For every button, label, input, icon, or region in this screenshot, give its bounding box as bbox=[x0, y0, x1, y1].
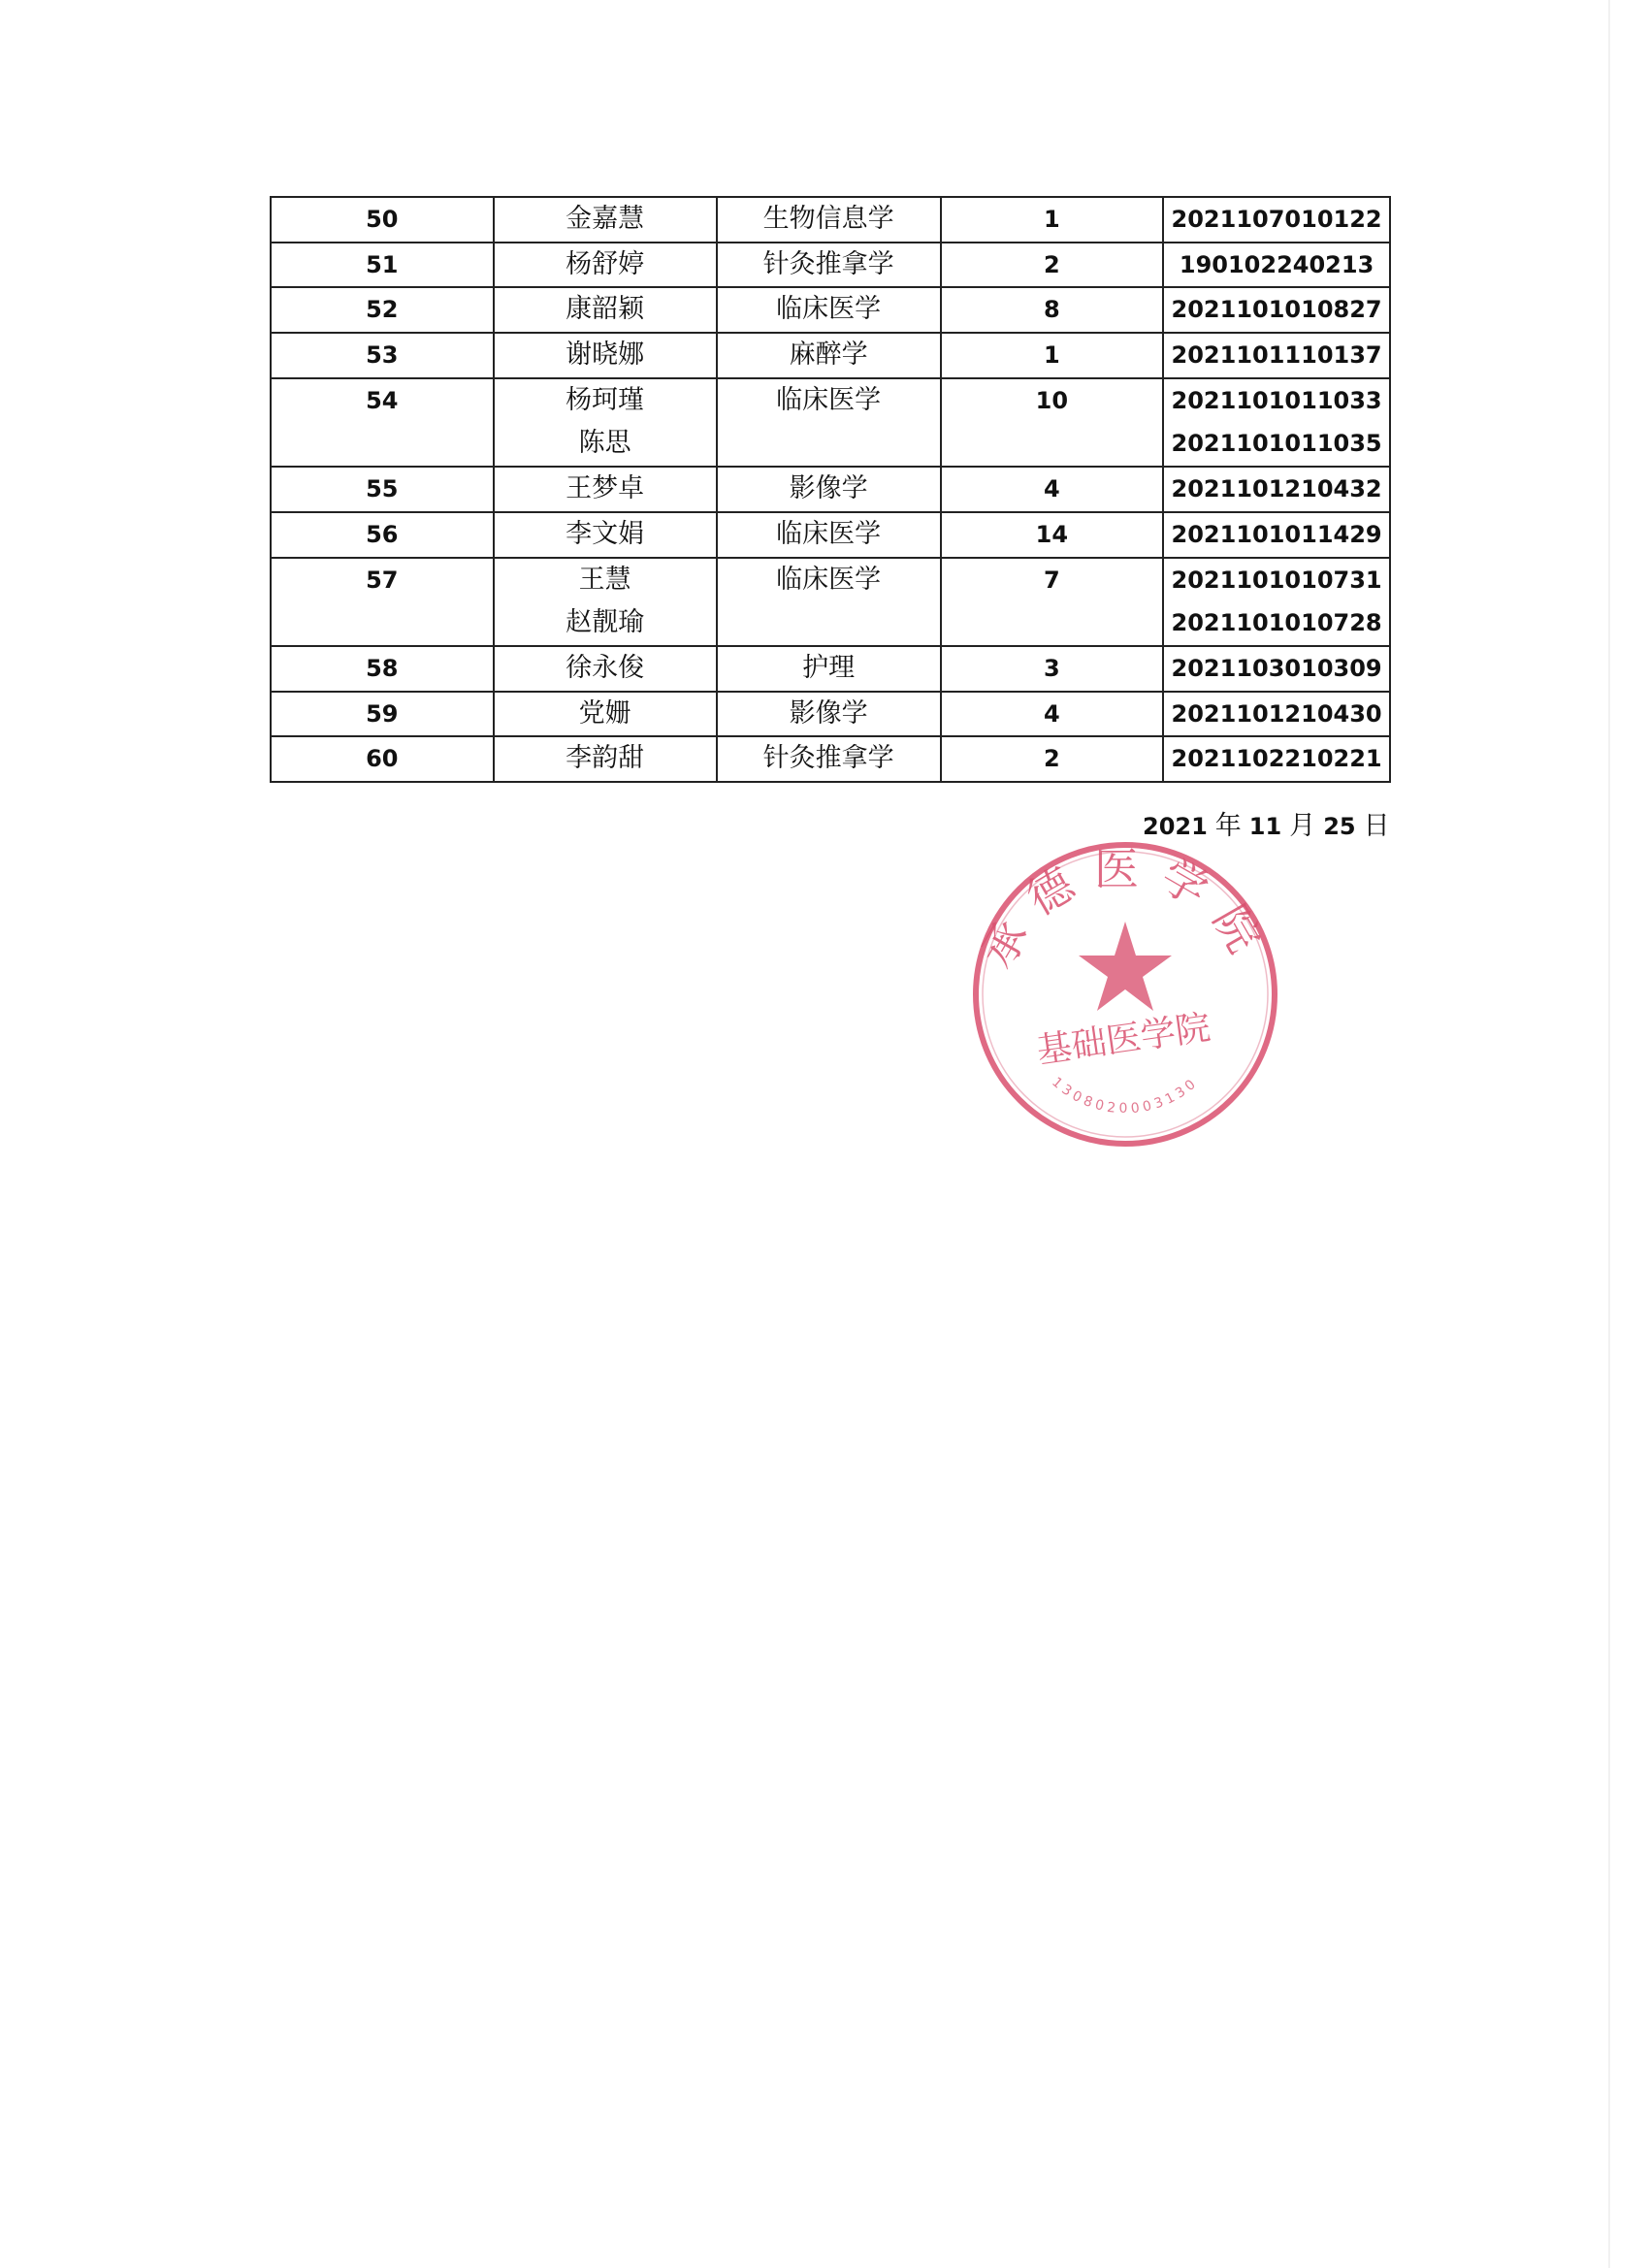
major-cell bbox=[717, 646, 941, 692]
student-id: 2021101010728 bbox=[1171, 609, 1382, 637]
row-number-cell bbox=[271, 646, 494, 692]
row-number: 51 bbox=[366, 250, 399, 278]
date-day: 25 bbox=[1323, 813, 1356, 840]
row-number-cell bbox=[271, 558, 494, 646]
student-id: 2021101011429 bbox=[1171, 520, 1382, 548]
count: 2 bbox=[1044, 250, 1060, 278]
roster-table bbox=[270, 196, 1391, 783]
table-row bbox=[271, 243, 1390, 288]
row-number-cell bbox=[271, 736, 494, 782]
student-name: 王梦卓 bbox=[566, 473, 645, 504]
row-number-cell bbox=[271, 692, 494, 737]
count: 2 bbox=[1044, 745, 1060, 773]
seal-star-icon bbox=[1079, 922, 1172, 1011]
student-id-cell bbox=[1163, 512, 1390, 558]
count: 4 bbox=[1044, 475, 1060, 503]
major: 临床医学 bbox=[776, 518, 882, 549]
count-cell bbox=[941, 512, 1164, 558]
student-id: 2021101210432 bbox=[1171, 475, 1382, 503]
table-row bbox=[271, 512, 1390, 558]
count-cell bbox=[941, 736, 1164, 782]
major: 生物信息学 bbox=[762, 204, 894, 234]
student-id-cell bbox=[1163, 243, 1390, 288]
count-cell bbox=[941, 467, 1164, 512]
count: 14 bbox=[1035, 520, 1069, 548]
major-cell bbox=[717, 512, 941, 558]
student-name: 李韵甜 bbox=[566, 743, 645, 774]
student-name: 陈思 bbox=[578, 428, 631, 459]
student-id: 190102240213 bbox=[1179, 250, 1374, 278]
student-name-cell bbox=[494, 558, 717, 646]
date-day-unit: 日 bbox=[1363, 811, 1390, 841]
major-cell bbox=[717, 333, 941, 378]
table-row bbox=[271, 467, 1390, 512]
student-name-cell bbox=[494, 646, 717, 692]
page-edge bbox=[1608, 0, 1610, 2268]
date-year-unit: 年 bbox=[1214, 811, 1242, 841]
major-cell bbox=[717, 467, 941, 512]
major-cell bbox=[717, 692, 941, 737]
student-id: 2021107010122 bbox=[1171, 206, 1382, 233]
major: 针灸推拿学 bbox=[762, 248, 894, 279]
student-name: 康韶颖 bbox=[566, 294, 645, 325]
row-number-cell bbox=[271, 287, 494, 333]
count: 8 bbox=[1044, 296, 1060, 324]
major: 临床医学 bbox=[776, 294, 882, 325]
major: 麻醉学 bbox=[789, 340, 868, 371]
major-cell bbox=[717, 243, 941, 288]
student-name: 杨珂瑾 bbox=[566, 384, 645, 415]
major-cell bbox=[717, 378, 941, 467]
row-number: 55 bbox=[366, 475, 399, 503]
student-id: 2021101010731 bbox=[1171, 566, 1382, 594]
seal-code: 1308020003130 bbox=[1049, 1074, 1202, 1118]
student-name: 党姗 bbox=[578, 697, 631, 729]
major-cell bbox=[717, 197, 941, 243]
student-name: 王慧 bbox=[578, 564, 631, 595]
student-name-cell bbox=[494, 512, 717, 558]
student-name: 谢晓娜 bbox=[566, 340, 645, 371]
student-id: 2021101110137 bbox=[1171, 341, 1382, 370]
table-row bbox=[271, 287, 1390, 333]
student-name: 金嘉慧 bbox=[566, 204, 645, 234]
student-id-cell bbox=[1163, 467, 1390, 512]
row-number-cell bbox=[271, 197, 494, 243]
student-id-cell bbox=[1163, 287, 1390, 333]
major-cell bbox=[717, 287, 941, 333]
row-number: 60 bbox=[366, 745, 399, 773]
row-number: 58 bbox=[366, 654, 399, 682]
count: 1 bbox=[1044, 206, 1060, 233]
count-cell bbox=[941, 558, 1164, 646]
count-cell bbox=[941, 197, 1164, 243]
major: 临床医学 bbox=[776, 564, 882, 595]
major: 针灸推拿学 bbox=[762, 743, 894, 774]
row-number-cell bbox=[271, 512, 494, 558]
table-row bbox=[271, 692, 1390, 737]
student-name-cell bbox=[494, 378, 717, 467]
date-month-unit: 月 bbox=[1289, 811, 1316, 841]
student-name: 李文娟 bbox=[566, 518, 645, 549]
count: 4 bbox=[1044, 699, 1060, 728]
date-year: 2021 bbox=[1143, 813, 1208, 840]
student-name-cell bbox=[494, 736, 717, 782]
student-id-cell bbox=[1163, 736, 1390, 782]
table-row bbox=[271, 736, 1390, 782]
row-number-cell bbox=[271, 378, 494, 467]
student-id: 2021101011033 bbox=[1171, 386, 1382, 414]
major-cell bbox=[717, 736, 941, 782]
seal-center-text: 基础医学院 bbox=[1034, 1007, 1213, 1072]
student-id-cell bbox=[1163, 558, 1390, 646]
table-row bbox=[271, 646, 1390, 692]
student-id: 2021101011035 bbox=[1171, 430, 1382, 458]
student-name-cell bbox=[494, 287, 717, 333]
row-number-cell bbox=[271, 467, 494, 512]
row-number: 50 bbox=[366, 206, 399, 233]
row-number-cell bbox=[271, 243, 494, 288]
major: 护理 bbox=[802, 652, 856, 683]
major: 临床医学 bbox=[776, 384, 882, 415]
student-id-cell bbox=[1163, 333, 1390, 378]
student-id: 2021101010827 bbox=[1171, 296, 1382, 324]
row-number: 56 bbox=[366, 520, 399, 548]
table-row bbox=[271, 197, 1390, 243]
date-month: 11 bbox=[1248, 813, 1282, 840]
row-number: 59 bbox=[366, 699, 399, 728]
student-name: 杨舒婷 bbox=[566, 248, 645, 279]
student-name-cell bbox=[494, 197, 717, 243]
count-cell bbox=[941, 646, 1164, 692]
row-number: 52 bbox=[366, 296, 399, 324]
count: 7 bbox=[1044, 566, 1060, 594]
count-cell bbox=[941, 243, 1164, 288]
count: 3 bbox=[1044, 654, 1060, 682]
count-cell bbox=[941, 378, 1164, 467]
major: 影像学 bbox=[789, 473, 868, 504]
student-id: 2021103010309 bbox=[1171, 654, 1382, 682]
count-cell bbox=[941, 287, 1164, 333]
table-row bbox=[271, 333, 1390, 378]
table-row bbox=[271, 558, 1390, 646]
official-seal-stamp bbox=[970, 839, 1280, 1150]
student-id-cell bbox=[1163, 692, 1390, 737]
count-cell bbox=[941, 333, 1164, 378]
row-number-cell bbox=[271, 333, 494, 378]
student-name-cell bbox=[494, 243, 717, 288]
seal-arc-text: 承德医学院 bbox=[970, 843, 1280, 977]
major-cell bbox=[717, 558, 941, 646]
row-number: 53 bbox=[366, 341, 399, 370]
student-id-cell bbox=[1163, 197, 1390, 243]
student-name: 赵靓瑜 bbox=[566, 607, 645, 638]
row-number: 57 bbox=[366, 566, 399, 594]
count-cell bbox=[941, 692, 1164, 737]
major: 影像学 bbox=[789, 697, 868, 729]
student-name-cell bbox=[494, 333, 717, 378]
row-number: 54 bbox=[366, 386, 399, 414]
student-id: 2021102210221 bbox=[1171, 745, 1382, 773]
student-id-cell bbox=[1163, 378, 1390, 467]
table-row bbox=[271, 378, 1390, 467]
count: 10 bbox=[1035, 386, 1069, 414]
count: 1 bbox=[1044, 341, 1060, 370]
student-id: 2021101210430 bbox=[1171, 699, 1382, 728]
student-name: 徐永俊 bbox=[566, 652, 645, 683]
student-id-cell bbox=[1163, 646, 1390, 692]
student-name-cell bbox=[494, 467, 717, 512]
student-name-cell bbox=[494, 692, 717, 737]
